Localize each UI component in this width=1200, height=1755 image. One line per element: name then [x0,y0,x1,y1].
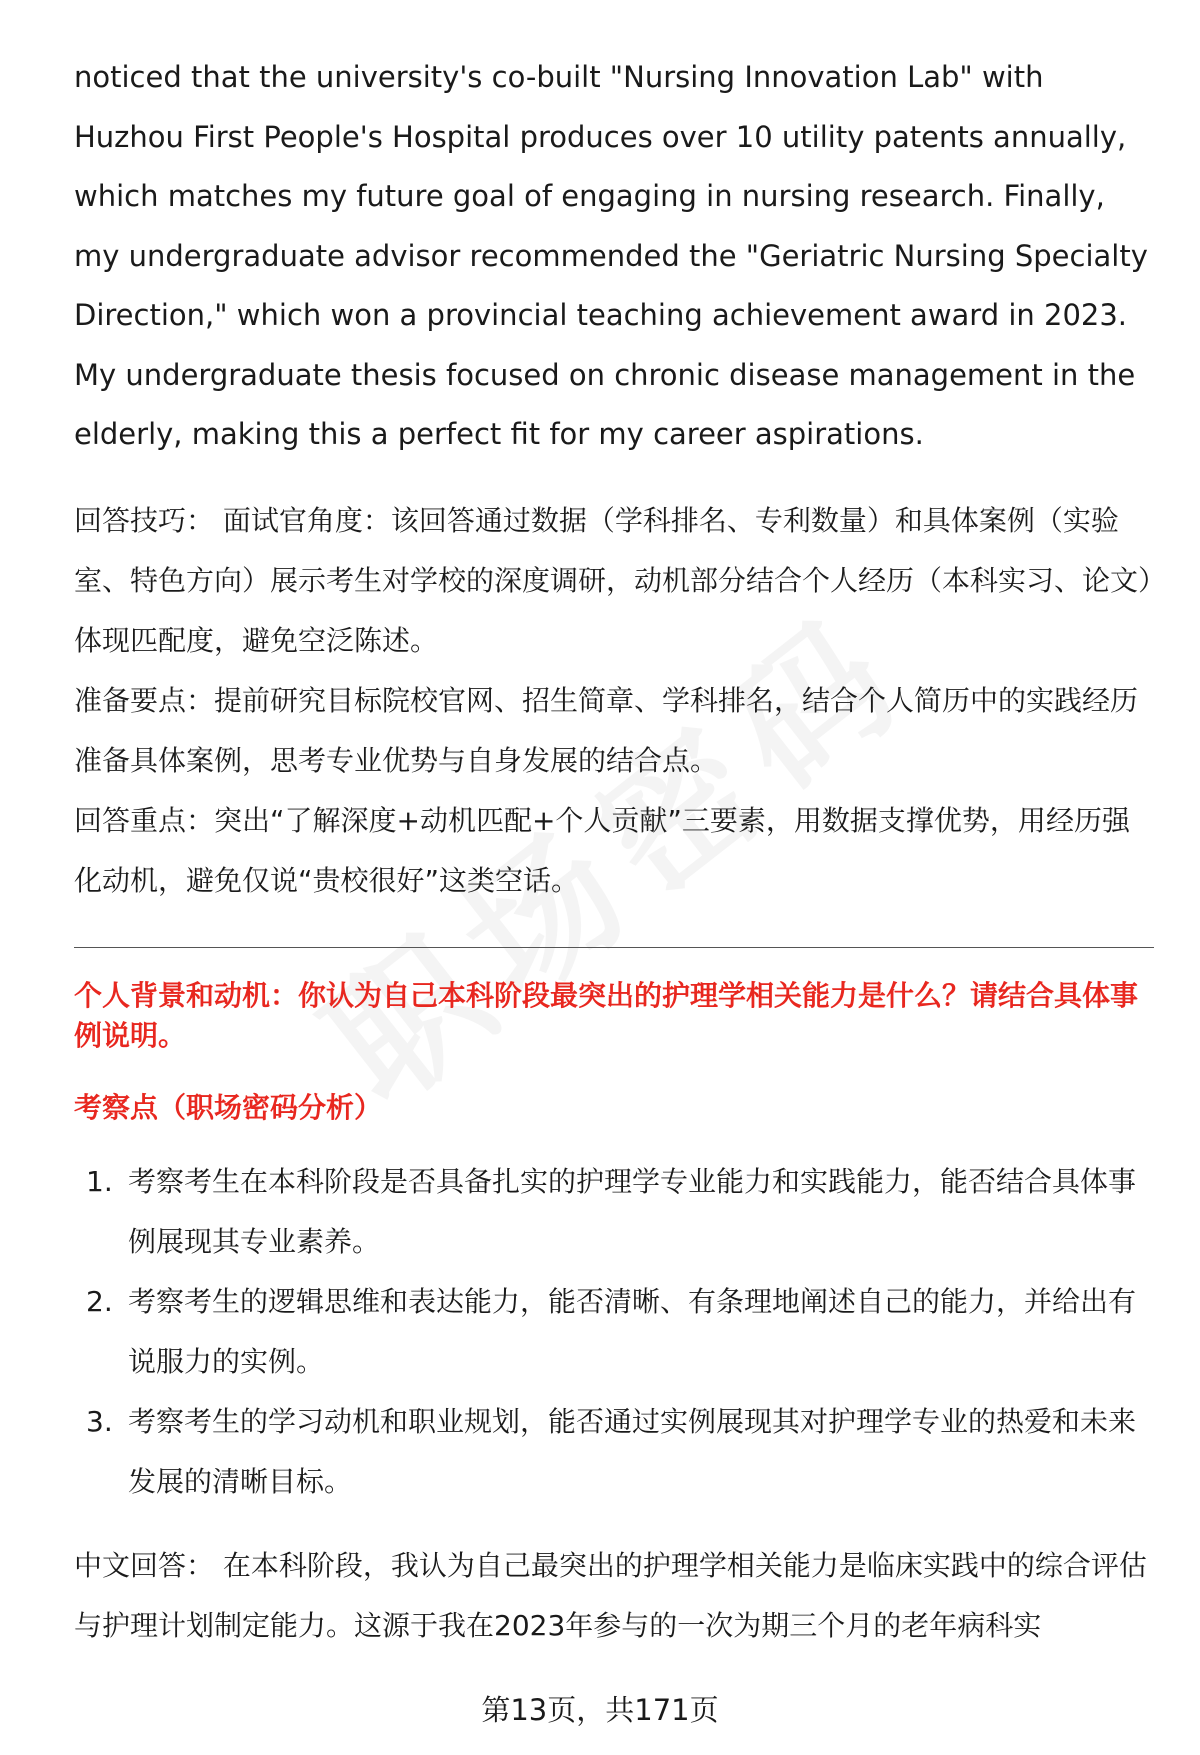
list-item [74,1152,1154,1272]
answer-tips-section [74,491,1154,911]
question-heading: 个人背景和动机：你认为自己本科阶段最突出的护理学相关能力是什么？请结合具体事例说明。 [74,978,1139,1052]
list-item [74,1392,1154,1512]
page-footer: 第13页，共171页 [481,1693,719,1727]
focus-points-list [74,1152,1154,1512]
answer-tip-text: 回答技巧： 面试官角度：该回答通过数据（学科排名、专利数量）和具体案例（实验室、特色方向）展示考生对学校的深度调研，动机部分结合个人经历（本科实习、论文）体现匹配度，避免空泛陈述。 [74,503,1153,657]
key-points-text: 回答重点：突出“了解深度+动机匹配+个人贡献”三要素，用数据支撑优势，用经历强化动机，避免仅说“贵校很好”这类空话。 [74,803,1130,897]
section-divider [74,947,1154,948]
list-number: 1. [86,1164,113,1198]
list-item-text: 考察考生的学习动机和职业规划，能否通过实例展现其对护理学专业的热爱和未来发展的清晰目标。 [128,1404,1137,1498]
english-answer-paragraph: noticed that the university's co-built "Nursing Innovation Lab" with Huzhou First People's Hospital produces over 10 utility patents annually, which matches my future goal of engaging in nursing research. Finally, my undergraduate advisor recommended the "Geriatric Nursing Specialty Direction," which won a provincial teaching achievement award in 2023. My undergraduate thesis focused on chronic disease management in the elderly, making this a perfect fit for my career aspirations. [74,60,1148,451]
list-number: 2. [86,1284,113,1318]
document-page [74,48,1154,1656]
prep-points-text: 准备要点：提前研究目标院校官网、招生简章、学科排名，结合个人简历中的实践经历准备具体案例，思考专业优势与自身发展的结合点。 [74,683,1139,777]
chinese-answer-paragraph: 中文回答： 在本科阶段，我认为自己最突出的护理学相关能力是临床实践中的综合评估与护理计划制定能力。这源于我在2023年参与的一次为期三个月的老年病科实 [74,1548,1147,1642]
focus-heading: 考察点（职场密码分析） [74,1090,383,1124]
list-item [74,1272,1154,1392]
list-number: 3. [86,1404,113,1438]
list-item-text: 考察考生的逻辑思维和表达能力，能否清晰、有条理地阐述自己的能力，并给出有说服力的实例。 [128,1284,1137,1378]
list-item-text: 考察考生在本科阶段是否具备扎实的护理学专业能力和实践能力，能否结合具体事例展现其专业素养。 [128,1164,1137,1258]
